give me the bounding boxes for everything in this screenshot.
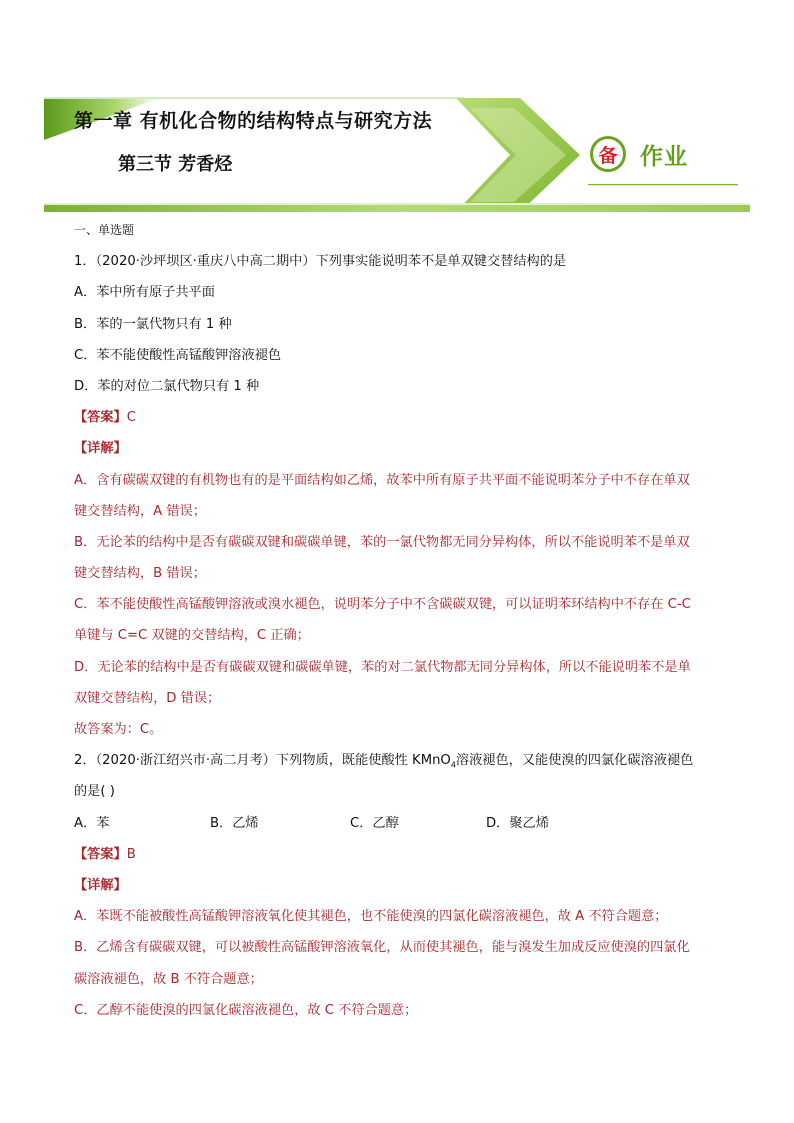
q1-answer — [74, 402, 754, 433]
banner-top-line — [44, 97, 464, 99]
badge-char: 备 — [598, 144, 618, 167]
q2-detail-line: C．乙醇不能使溴的四氯化碳溶液褪色，故 C 不符合题意； — [74, 1002, 418, 1018]
q2-option-b: B．乙烯 — [210, 815, 259, 831]
q2-answer — [74, 839, 754, 870]
q2-detail-label: 【详解】 — [74, 877, 127, 893]
q2-stem-sub: 4 — [450, 760, 456, 770]
badge-label: 作业 — [640, 144, 688, 170]
worksheet-content — [74, 215, 754, 1026]
q2-options — [74, 808, 754, 839]
header-banner — [0, 0, 794, 220]
q1-conclusion: 故答案为：C。 — [74, 722, 163, 737]
q1-answer-value: C — [126, 410, 136, 426]
q1-detail-line: D．无论苯的结构中是否有碳碳双键和碳碳单键，苯的对二氯代物都无同分异构体，所以不能说明苯不是单 — [74, 659, 691, 675]
q1-option-d: D．苯的对位二氯代物只有 1 种 — [74, 378, 260, 394]
q1-detail-line: 单键与 C=C 双键的交替结构，C 正确； — [74, 628, 310, 644]
q1-detail-line: 双键交替结构，D 错误； — [74, 690, 221, 706]
q2-answer-label: 【答案】 — [74, 846, 127, 862]
q1-answer-label: 【答案】 — [74, 410, 127, 426]
q2-option-c: C．乙醇 — [350, 815, 399, 831]
q1-detail-line: B．无论苯的结构中是否有碳碳双键和碳碳单键，苯的一氯代物都无同分异构体，所以不能说明苯不是单双 — [74, 534, 690, 550]
q1-option-b: B．苯的一氯代物只有 1 种 — [74, 316, 232, 332]
q2-detail-line: B．乙烯含有碳碳双键，可以被酸性高锰酸钾溶液氧化，从而使其褪色，能与溴发生加成反应使溴的四氯化 — [74, 940, 690, 956]
badge-icon — [590, 136, 626, 172]
section-heading: 一、单选题 — [74, 223, 135, 237]
q1-detail-label: 【详解】 — [74, 441, 127, 457]
q2-option-d: D．聚乙烯 — [486, 815, 549, 831]
q1-detail-line: 键交替结构，B 错误； — [74, 566, 206, 582]
chapter-title: 第一章 有机化合物的结构特点与研究方法 — [74, 110, 433, 132]
q1-option-a: A．苯中所有原子共平面 — [74, 285, 215, 301]
banner-right-line — [588, 184, 738, 185]
banner-chevron-highlight — [470, 108, 566, 202]
q1-option-c: C．苯不能使酸性高锰酸钾溶液褪色 — [74, 347, 282, 363]
q2-option-a: A．苯 — [74, 815, 110, 831]
q2-detail-line: 碳溶液褪色，故 B 不符合题意； — [74, 971, 263, 987]
q2-stem-after: 溶液褪色，又能使溴的四氯化碳溶液褪色 — [455, 753, 694, 769]
section-title: 第三节 芳香烃 — [118, 154, 233, 175]
q1-detail-line: 键交替结构，A 错误； — [74, 503, 206, 519]
q2-stem-line2: 的是( ) — [74, 784, 115, 800]
q2-answer-value: B — [126, 846, 136, 862]
q1-detail-line: A．含有碳碳双键的有机物也有的是平面结构如乙烯，故苯中所有原子共平面不能说明苯分子中不存在单双 — [74, 472, 690, 488]
q1-stem: 1．（2020·沙坪坝区·重庆八中高二期中）下列事实能说明苯不是单双键交替结构的是 — [74, 254, 567, 270]
q2-detail-line: A．苯既不能被酸性高锰酸钾溶液氧化使其褪色，也不能使溴的四氯化碳溶液褪色，故 A 不符合题意； — [74, 909, 668, 925]
q2-stem-before: 2．（2020·浙江绍兴市·高二月考）下列物质，既能使酸性 KMnO — [74, 753, 451, 769]
q1-detail-line: C．苯不能使酸性高锰酸钾溶液或溴水褪色，说明苯分子中不含碳碳双键，可以证明苯环结构中不存在 C-C — [74, 597, 691, 613]
banner-bottom-bar-highlight — [44, 203, 750, 205]
q2-stem — [74, 745, 754, 776]
